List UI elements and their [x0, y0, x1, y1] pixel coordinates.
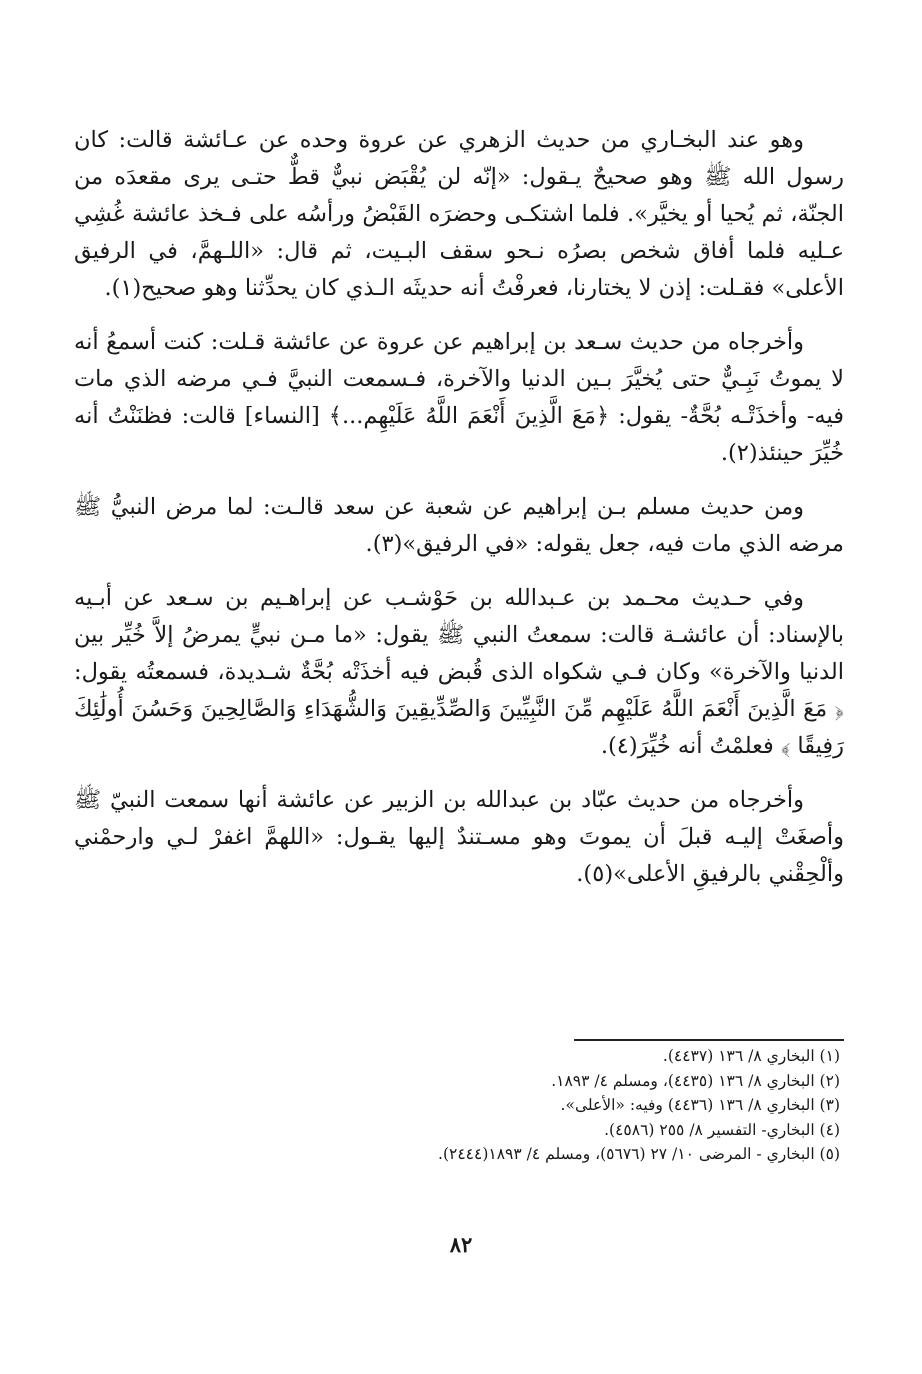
- footnotes: [300, 1044, 840, 1167]
- page-number: ٨٢: [449, 1232, 473, 1257]
- paragraph-1: وهو عند البخـاري من حديث الزهري عن عروة وحده عن عـائشة قالت: كان رسول الله ﷺ وهو صحيحٌ يـقول: «إنّه لن يُقْبَض نبيٌّ قطٌّ حتـى يرى مقعدَه من الجنّة، ثم يُحيا أو يخيَّر». فلما اشتكـى وحضرَه القَبْضُ ورأسُه على فـخذ عائشة غُشِي عـليه فلما أفاق شخص بصرُه نـحو سقف البـيت، ثم قال: «اللـهمَّ، في الرفيق الأعلى» فقـلت: إذن لا يختارنا، فعرفْتُ أنه حديثَه الـذي كان يحدِّثنا وهو صحيح(١).: [74, 127, 844, 301]
- paragraph-2: وأخرجاه من حديث سـعد بن إبراهيم عن عروة عن عائشة قـلت: كنت أسمعُ أنه لا يموتُ نَبِـيٌّ حتى يُخيَّرَ بـين الدنيا والآخرة، فـسمعت النبيَّ فـي مرضه الذي مات فيه- وأخذَتْـه بُحَّةٌ- يقول: ﴿مَعَ الَّذِينَ أَنْعَمَ اللَّهُ عَلَيْهِم...﴾ [النساء] قالت: فظنَنْتُ أنه خُيِّرَ حينئذ(٢).: [74, 329, 844, 466]
- paragraph-4: وفي حـديث محـمد بن عـبدالله بن حَوْشـب عن إبراهـيم بن سـعد عن أبـيه بالإسناد: أن عائشـة قالت: سمعتُ النبي ﷺ يقول: «ما مـن نبيٍّ يمرضُ إلاَّ خُيِّر بين الدنيا والآخرة» وكان فـي شكواه الذى قُبض فيه أخذَتْه بُحَّةٌ شـديدة، فسمعتُه يقول: ﴿ مَعَ الَّذِينَ أَنْعَمَ اللَّهُ عَلَيْهِم مِّنَ النَّبِيِّينَ وَالصِّدِّيقِينَ وَالشُّهَدَاءِ وَالصَّالِحِينَ وَحَسُنَ أُولَٰئِكَ رَفِيقًا ﴾ فعلمْتُ أنه خُيِّرَ(٤).: [74, 585, 844, 759]
- main-text: [74, 122, 844, 910]
- footnote-5: (٥) البخاري - المرضى ١٠/ ٢٧ (٥٦٧٦)، ومسلم ٤/ ١٨٩٣(٢٤٤٤).: [438, 1145, 840, 1163]
- footnote-1: (١) البخاري ٨/ ١٣٦ (٤٤٣٧).: [662, 1047, 840, 1065]
- paragraph-5: وأخرجاه من حديث عبّاد بن عبدالله بن الزبير عن عائشة أنها سمعت النبيّ ﷺ وأصغَتْ إليـه قبلَ أن يموتَ وهو مسـتندٌ إليها يقـول: «اللهمَّ اغفرْ لـي وارحمْني وألْحِقْني بالرفيقِ الأعلى»(٥).: [74, 787, 844, 887]
- footnote-3: (٣) البخاري ٨/ ١٣٦ (٤٤٣٦) وفيه: «الأعلى».: [560, 1096, 840, 1114]
- footnote-separator: [574, 1039, 844, 1041]
- footnote-4: (٤) البخاري- التفسير ٨/ ٢٥٥ (٤٥٨٦).: [604, 1120, 840, 1139]
- paragraph-3: ومن حديث مسلم بـن إبراهيم عن شعبة عن سعد قالـت: لما مرض النبيُّ ﷺ مرضه الذي مات فيه، جعل يقوله: «في الرفيق»(٣).: [74, 494, 844, 557]
- footnote-2: (٢) البخاري ٨/ ١٣٦ (٤٤٣٥)، ومسلم ٤/ ١٨٩٣.: [551, 1071, 840, 1090]
